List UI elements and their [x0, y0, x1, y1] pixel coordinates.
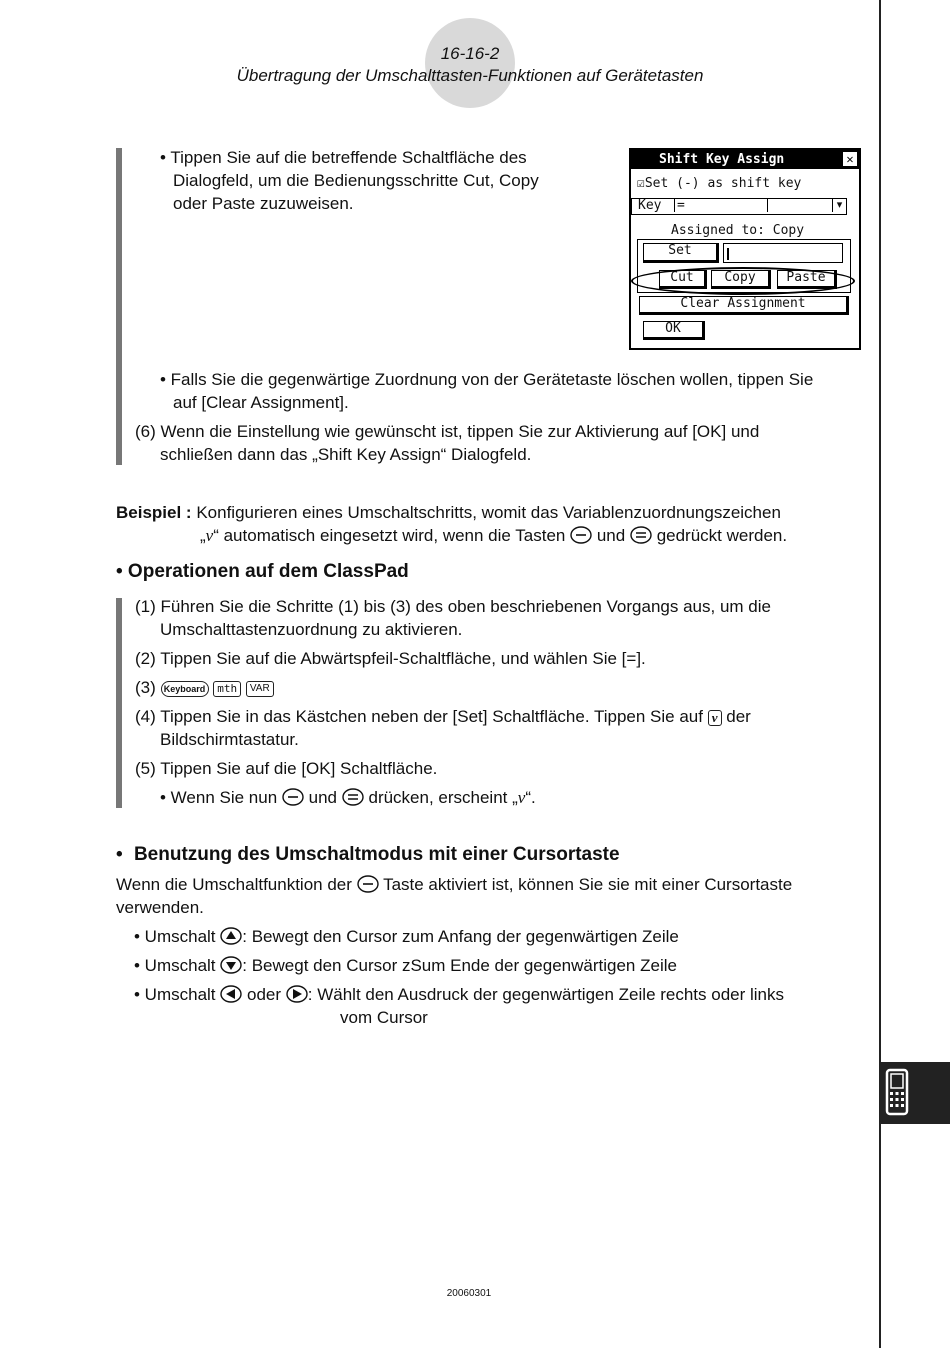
op-step2: (2) Tippen Sie auf die Abwärtspfeil-Schaltfläche, und wählen Sie [=].	[135, 649, 646, 668]
highlight-ellipse	[631, 267, 855, 295]
op-step4-line2: Bildschirmtastatur.	[160, 730, 299, 749]
op-step3: (3) Keyboard mth VAR	[135, 676, 274, 699]
equals-key-icon	[630, 526, 652, 545]
mth-key: mth	[213, 681, 241, 697]
close-icon[interactable]: ✕	[843, 152, 857, 166]
step-bar	[116, 148, 122, 465]
right-arrow-key-icon	[286, 985, 308, 1004]
ok-button[interactable]: OK	[643, 321, 705, 340]
calculator-icon	[881, 1062, 950, 1124]
step6-line1: (6) Wenn die Einstellung wie gewünscht ist, tippen Sie zur Aktivierung auf [OK] und	[135, 422, 760, 441]
page-title: Übertragung der Umschalttasten-Funktionen auf Gerätetasten	[236, 66, 704, 85]
op-step1-line1: (1) Führen Sie die Schritte (1) bis (3) des oben beschriebenen Vorgangs aus, um die	[135, 597, 771, 616]
clear-assignment-button[interactable]: Clear Assignment	[639, 296, 849, 315]
page-number: 16-16-2	[440, 44, 500, 63]
cursor-intro-line2: verwenden.	[116, 898, 204, 917]
op-step5: (5) Tippen Sie auf die [OK] Schaltfläche.	[135, 759, 438, 778]
op-step1-line2: Umschalttastenzuordnung zu aktivieren.	[160, 620, 463, 639]
var-key: VAR	[246, 681, 274, 697]
cursor-item-leftright-line2: vom Cursor	[340, 1008, 428, 1027]
page-edge-rule	[879, 0, 881, 1348]
dialog-title-bar	[631, 150, 859, 169]
left-arrow-key-icon	[220, 985, 242, 1004]
equals-key-icon	[342, 788, 364, 807]
operations-bar	[116, 598, 122, 808]
bullet1-line1: • Tippen Sie auf die betreffende Schaltfläche des	[160, 148, 527, 167]
bullet1-line2: Dialogfeld, um die Bedienungsschritte Cut, Copy	[173, 171, 539, 190]
up-arrow-key-icon	[220, 927, 242, 946]
key-label: Key	[638, 198, 662, 213]
shift-key-assign-dialog	[629, 148, 861, 350]
key-row	[631, 198, 847, 215]
down-arrow-key-icon	[220, 956, 242, 975]
bullet2-line2: auf [Clear Assignment].	[173, 393, 349, 412]
cut-button[interactable]: Cut	[659, 270, 707, 289]
bullet2-line1: • Falls Sie die gegenwärtige Zuordnung von der Gerätetaste löschen wollen, tippen Sie	[160, 370, 814, 389]
v-key-icon: v	[708, 710, 722, 726]
op-step5-note: • Wenn Sie nun und drücken, erscheint „v“.	[160, 788, 536, 807]
step6-line2: schließen dann das „Shift Key Assign“ Dialogfeld.	[160, 445, 532, 464]
set-input[interactable]	[723, 243, 843, 263]
var-v: v	[205, 526, 214, 545]
key-select[interactable]: =	[674, 199, 768, 212]
assigned-to-label: Assigned to: Copy	[671, 223, 805, 238]
operations-heading: • Operationen auf dem ClassPad	[116, 561, 409, 582]
minus-key-icon	[282, 788, 304, 807]
heading-bullet: •	[116, 844, 123, 865]
set-button[interactable]: Set	[643, 243, 719, 263]
shift-checkbox[interactable]: ☑Set (-) as shift key	[637, 176, 802, 191]
cursor-item-up: • Umschalt : Bewegt den Cursor zum Anfang der gegenwärtigen Zeile	[134, 927, 679, 946]
op-step4-line1: (4) Tippen Sie in das Kästchen neben der [Set] Schaltfläche. Tippen Sie auf v der	[135, 707, 751, 726]
bullet1-line3: oder Paste zuzuweisen.	[173, 194, 354, 213]
example-label: Beispiel :	[116, 503, 192, 522]
paste-button[interactable]: Paste	[777, 270, 837, 289]
cursor-item-leftright: • Umschalt oder : Wählt den Ausdruck der gegenwärtigen Zeile rechts oder links	[134, 985, 785, 1004]
example-text1: Konfigurieren eines Umschaltschritts, womit das Variablenzuordnungszeichen	[196, 503, 781, 522]
example-line2: „v“ automatisch eingesetzt wird, wenn die Tasten und gedrückt werden.	[200, 526, 788, 545]
copy-button[interactable]: Copy	[711, 270, 771, 289]
minus-key-icon	[357, 875, 379, 894]
minus-key-icon	[570, 526, 592, 545]
footer-code: 20060301	[446, 1288, 492, 1299]
cursor-intro-line1: Wenn die Umschaltfunktion der Taste aktiviert ist, können Sie sie mit einer Cursortaste	[116, 875, 793, 894]
cursor-item-down: • Umschalt : Bewegt den Cursor zSum Ende der gegenwärtigen Zeile	[134, 956, 677, 975]
cursor-heading: • Benutzung des Umschaltmodus mit einer Cursortaste	[116, 844, 620, 865]
example-line1	[116, 501, 781, 524]
chapter-tab	[881, 1062, 950, 1124]
dropdown-arrow-icon[interactable]: ▾	[832, 199, 846, 212]
keyboard-key: Keyboard	[161, 681, 209, 697]
dialog-title: Shift Key Assign	[659, 152, 785, 167]
